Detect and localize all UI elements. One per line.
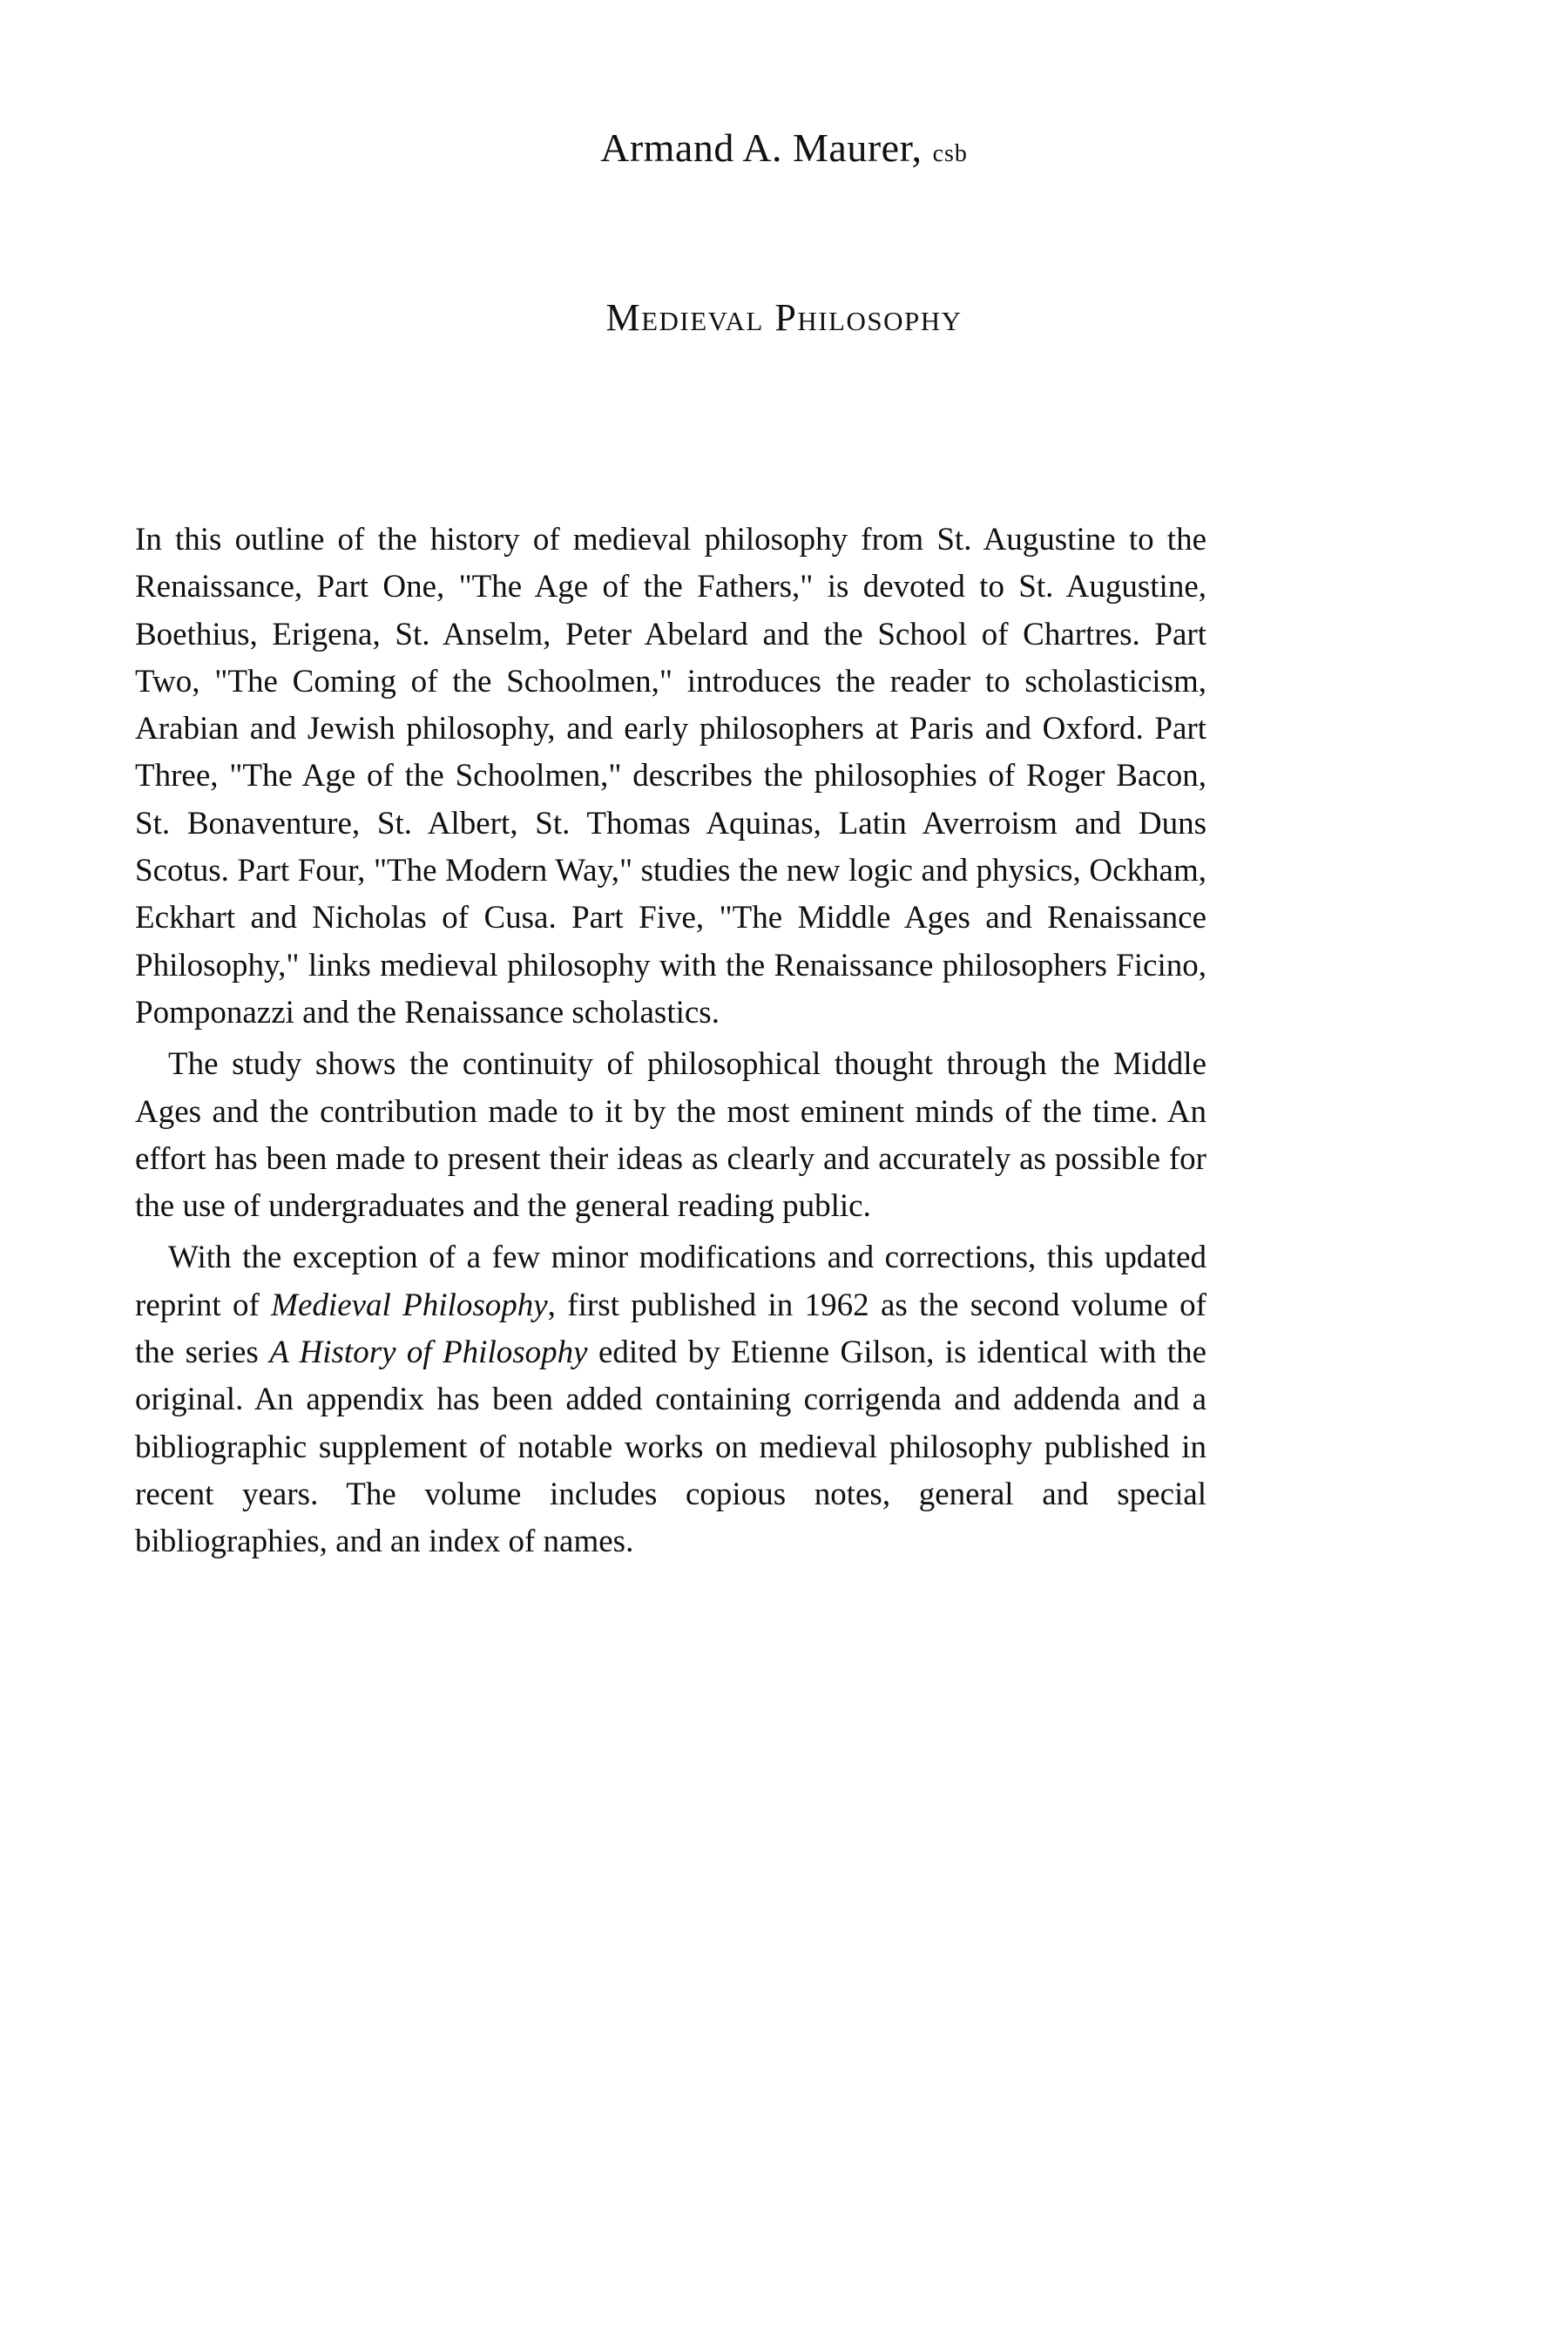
author-name: Armand A. Maurer, <box>600 125 923 170</box>
author-suffix: csb <box>932 140 968 167</box>
reprint-text-3: edited by Etienne Gilson, is identical with the original. An appendix has been added containing corrigenda and addenda and a bibliographic supplement of notable works on medieval philosophy published in recent years. The volume includes copious notes, general and special bibliographies, and an index of names. <box>135 1335 1206 1560</box>
series-title-italic: A History of Philosophy <box>269 1335 588 1371</box>
reprint-text-2: , first published in 1962 as the second volume of the series <box>135 1287 1206 1371</box>
description-body <box>135 517 1206 1571</box>
paragraph-study: The study shows the continuity of philosophical thought through the Middle Ages and the contribution made to it by the most eminent minds of the time. An effort has been made to present their ideas as clearly and accurately as possible for the use of undergraduates and the general reading public. <box>135 1046 1206 1225</box>
reprint-title-italic: Medieval Philosophy <box>271 1287 548 1323</box>
paragraph-outline: In this outline of the history of medieval philosophy from St. Augustine to the Renaissance, Part One, "The Age of the Fathers," is devoted to St. Augustine, Boethius, Erigena, St. Anselm, Peter Abelard and the School of Chartres. Part Two, "The Coming of the Schoolmen," introduces the reader to scholasticism, Arabian and Jewish philosophy, and early philosophers at Paris and Oxford. Part Three, "The Age of the Schoolmen," describes the philosophies of Roger Bacon, St. Bonaventure, St. Albert, St. Thomas Aquinas, Latin Averroism and Duns Scotus. Part Four, "The Modern Way," studies the new logic and physics, Ockham, Eckhart and Nicholas of Cusa. Part Five, "The Middle Ages and Renaissance Philosophy," links medieval philosophy with the Renaissance philosophers Ficino, Pomponazzi and the Renaissance scholastics. <box>135 522 1206 1031</box>
author-line <box>0 122 1568 180</box>
book-title: Medieval Philosophy <box>605 296 963 339</box>
reprint-text-1: With the exception of a few minor modifications and corrections, this updated reprint of <box>135 1240 1206 1323</box>
paragraph-reprint <box>135 1234 1206 1565</box>
